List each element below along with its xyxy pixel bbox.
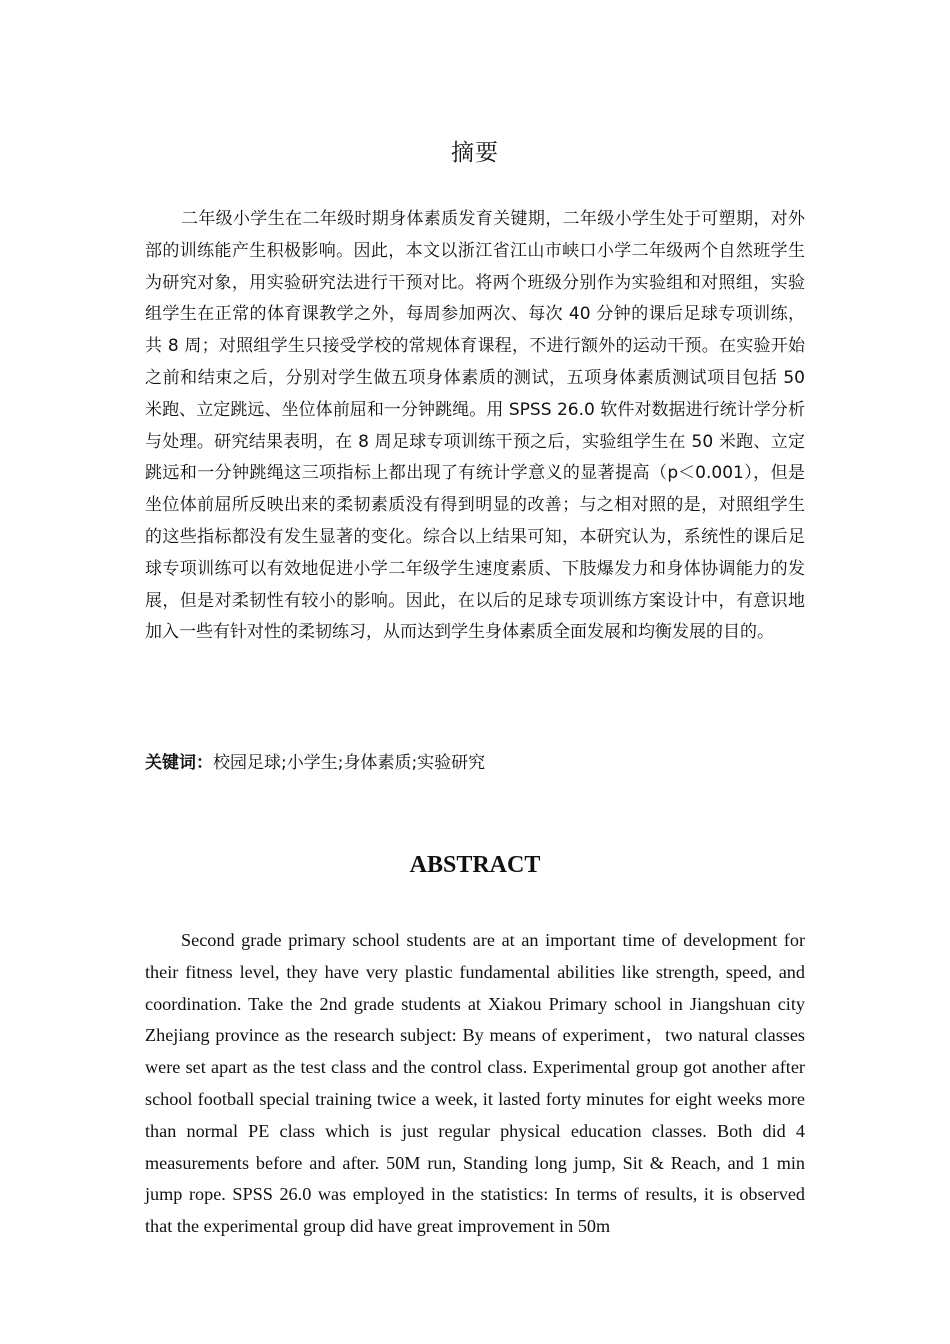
keywords-line [145, 748, 805, 778]
keywords-list: 校园足球;小学生;身体素质;实验研究 [213, 753, 486, 773]
english-abstract-body: Second grade primary school students are at an important time of development for their fitness level, they have very plastic fundamental abilities like strength, speed, and coordination. Take the 2nd grade students at Xiakou Primary school in Jiangshuan city Zhejiang province as the research subject: By means of experiment，two natural classes were set apart as the test class and the control class. Experimental group got another after school football special training twice a week, it lasted forty minutes for eight weeks more than normal PE class which is just regular physical education classes. Both did 4 measurements before and after. 50M run, Standing long jump, Sit & Reach, and 1 min jump rope. SPSS 26.0 was employed in the statistics: In terms of results, it is observed that the experimental group did have great improvement in 50m [145, 930, 805, 1237]
chinese-abstract-body: 二年级小学生在二年级时期身体素质发育关键期，二年级小学生处于可塑期，对外部的训练能产生积极影响。因此，本文以浙江省江山市峡口小学二年级两个自然班学生为研究对象，用实验研究法进行干预对比。将两个班级分别作为实验组和对照组，实验组学生在正常的体育课教学之外，每周参加两次、每次 40 分钟的课后足球专项训练，共 8 周；对照组学生只接受学校的常规体育课程，不进行额外的运动干预。在实验开始之前和结束之后，分别对学生做五项身体素质的测试，五项身体素质测试项目包括 50 米跑、立定跳远、坐位体前屈和一分钟跳绳。用 SPSS 26.0 软件对数据进行统计学分析与处理。研究结果表明，在 8 周足球专项训练干预之后，实验组学生在 50 米跑、立定跳远和一分钟跳绳这三项指标上都出现了有统计学意义的显著提高（p＜0.001），但是坐位体前屈所反映出来的柔韧素质没有得到明显的改善；与之相对照的是，对照组学生的这些指标都没有发生显著的变化。综合以上结果可知，本研究认为，系统性的课后足球专项训练可以有效地促进小学二年级学生速度素质、下肢爆发力和身体协调能力的发展，但是对柔韧性有较小的影响。因此，在以后的足球专项训练方案设计中，有意识地加入一些有针对性的柔韧练习，从而达到学生身体素质全面发展和均衡发展的目的。 [145, 209, 805, 643]
chinese-abstract-title: 摘要 [451, 140, 499, 166]
keywords-label: 关键词： [145, 753, 213, 773]
english-abstract-title: ABSTRACT [409, 852, 541, 878]
